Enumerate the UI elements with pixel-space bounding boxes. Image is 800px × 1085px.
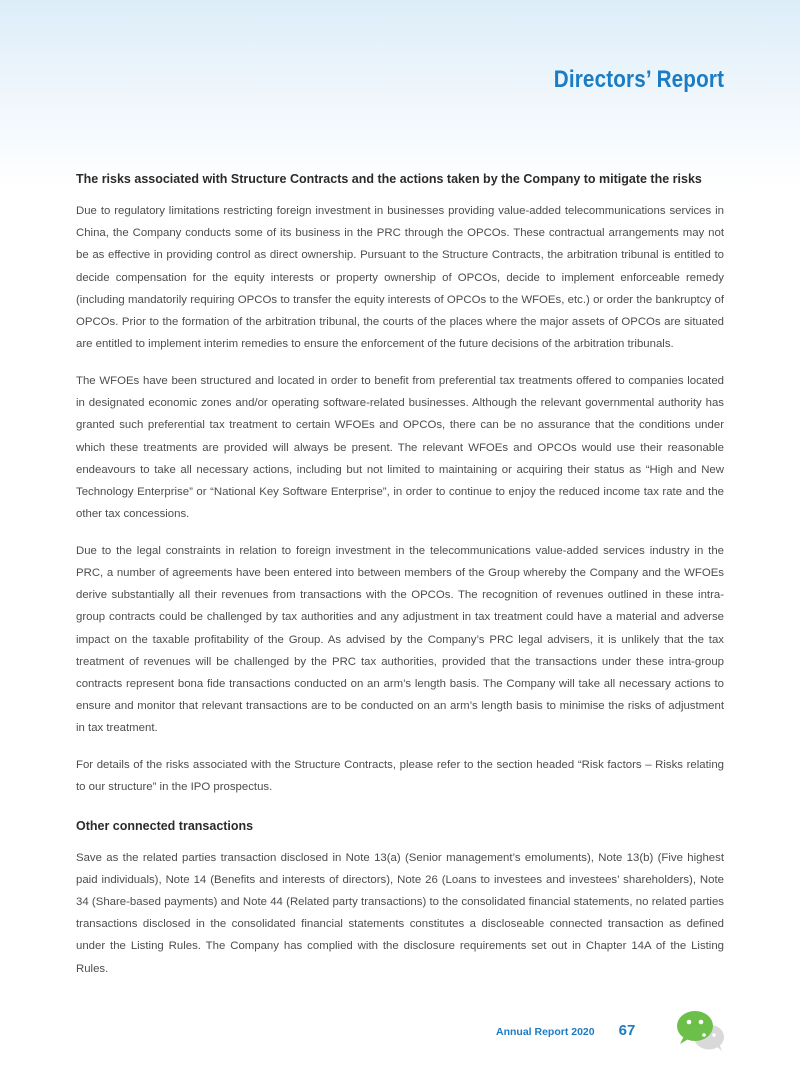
- paragraph: Save as the related parties transaction disclosed in Note 13(a) (Senior management’s emoluments), Note 13(b) (Five highest paid individuals), Note 14 (Benefits and interests of directors), Note 26 (Loans to investees and investees’ shareholders), Note 34 (Share-based payments) and Note 44 (Related party transactions) to the consolidated financial statements, no related parties transactions disclosed in the consolidated financial statements constitutes a discloseable connected transaction as defined under the Listing Rules. The Company has complied with the disclosure requirements set out in Chapter 14A of the Listing Rules.: [76, 851, 724, 975]
- paragraph: Due to regulatory limitations restricting foreign investment in businesses providing value-added telecommunications services in China, the Company conducts some of its business in the PRC through the OPCOs. These contractual arrangements may not be as effective in providing control as direct ownership. Pursuant to the Structure Contracts, the arbitration tribunal is entitled to decide compensation for the equity interests or property ownership of OPCOs, decide to implement enforceable remedy (including mandatorily requiring OPCOs to transfer the equity interests of OPCOs to the WFOEs, etc.) or order the bankruptcy of OPCOs. Prior to the formation of the arbitration tribunal, the courts of the places where the major assets of OPCOs are situated are entitled to implement interim remedies to ensure the enforcement of the future decisions of the arbitration tribunals.: [76, 205, 724, 351]
- footer-report-label: Annual Report 2020: [496, 1026, 595, 1038]
- paragraph: For details of the risks associated with the Structure Contracts, please refer to the section headed “Risk factors – Risks relating to our structure” in the IPO prospectus.: [76, 759, 724, 794]
- paragraph: Due to the legal constraints in relation to foreign investment in the telecommunications value-added services industry in the PRC, a number of agreements have been entered into between members of the Group whereby the Company and the WFOEs derive substantially all their revenues from transactions with the OPCOs. The recognition of revenues outlined in these intra-group contracts could be challenged by tax authorities and any adjustment in tax treatment could have a material and adverse impact on the taxable profitability of the Group. As advised by the Company’s PRC legal advisers, it is unlikely that the tax treatment of revenues will be challenged by the PRC tax authorities, provided that the transactions under these intra-group contracts represent bona fide transactions conducted on an arm’s length basis. The Company will take all necessary actions to ensure and monitor that relevant transactions are to be conducted on an arm’s length basis to minimise the risks of adjustment in tax treatment.: [76, 544, 724, 735]
- paragraph: The WFOEs have been structured and located in order to benefit from preferential tax treatments offered to companies located in designated economic zones and/or operating software-related businesses. Although the relevant governmental authority has granted such preferential tax treatment to certain WFOEs and OPCOs, there can be no assurance that the conditions under which these treatments are provided will always be present. The relevant WFOEs and OPCOs would use their reasonable endeavours to take all necessary actions, including but not limited to maintaining or acquiring their status as “High and New Technology Enterprise” or “National Key Software Enterprise”, in order to continue to enjoy the reduced income tax rate and the other tax concessions.: [76, 374, 724, 521]
- page-title: Directors’ Report: [553, 66, 724, 93]
- report-body: [76, 170, 724, 994]
- section-heading-connected-transactions: Other connected transactions: [76, 818, 254, 833]
- page-number: 67: [618, 1022, 636, 1039]
- page-footer: [496, 1022, 635, 1039]
- wechat-logo-icon: [676, 1008, 728, 1052]
- section-heading-risks: The risks associated with Structure Contracts and the actions taken by the Company to mitigate the risks: [76, 172, 702, 186]
